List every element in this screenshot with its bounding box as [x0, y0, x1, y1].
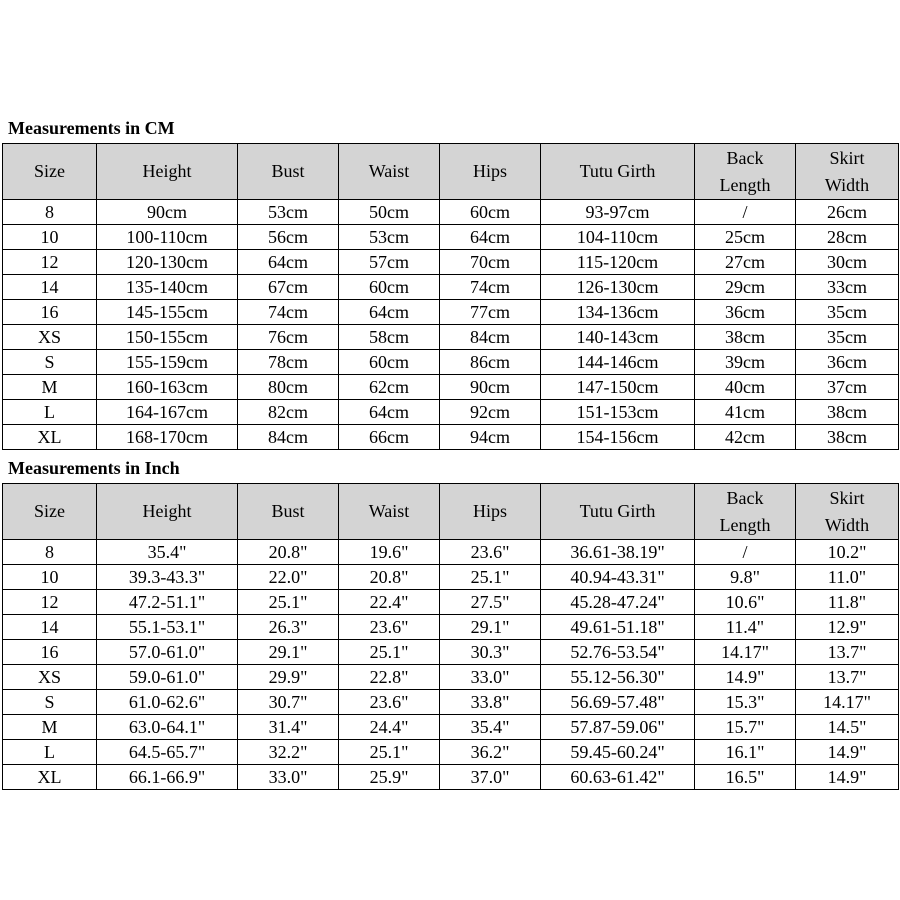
cm-table-cell: 37cm — [796, 375, 899, 400]
inch-table-cell: 16.5" — [695, 765, 796, 790]
cm-column-header: Bust — [238, 144, 339, 200]
cm-table-cell: 38cm — [796, 425, 899, 450]
inch-column-header: Height — [97, 484, 238, 540]
cm-table-cell: 90cm — [97, 200, 238, 225]
inch-table-cell: 20.8" — [238, 540, 339, 565]
cm-table-cell: 57cm — [339, 250, 440, 275]
inch-table-cell: 32.2" — [238, 740, 339, 765]
cm-table-row — [3, 375, 899, 400]
inch-table-cell: 10.2" — [796, 540, 899, 565]
cm-table-cell: 40cm — [695, 375, 796, 400]
inch-table-cell: 30.7" — [238, 690, 339, 715]
inch-table-row — [3, 765, 899, 790]
inch-table-row — [3, 740, 899, 765]
cm-table-cell: 56cm — [238, 225, 339, 250]
inch-table-cell: 25.1" — [238, 590, 339, 615]
inch-table-cell: 14.17" — [695, 640, 796, 665]
inch-table-cell: 59.0-61.0" — [97, 665, 238, 690]
cm-table-cell: 70cm — [440, 250, 541, 275]
cm-table-cell: 144-146cm — [541, 350, 695, 375]
inch-table-cell: 26.3" — [238, 615, 339, 640]
cm-table-cell: 26cm — [796, 200, 899, 225]
inch-table-cell: 23.6" — [339, 690, 440, 715]
cm-table-cell: 36cm — [695, 300, 796, 325]
inch-measurements-section — [2, 453, 898, 790]
inch-table-cell: 29.1" — [440, 615, 541, 640]
cm-table-cell: 64cm — [339, 400, 440, 425]
inch-table-cell: 11.8" — [796, 590, 899, 615]
inch-table-cell: 14.17" — [796, 690, 899, 715]
cm-table-cell: 33cm — [796, 275, 899, 300]
cm-table-cell: 82cm — [238, 400, 339, 425]
inch-table-cell: 16.1" — [695, 740, 796, 765]
cm-table-cell: 154-156cm — [541, 425, 695, 450]
inch-section-title: Measurements in Inch — [8, 458, 180, 478]
inch-table-cell: 24.4" — [339, 715, 440, 740]
cm-table-cell: 126-130cm — [541, 275, 695, 300]
inch-table-cell: 57.0-61.0" — [97, 640, 238, 665]
inch-table-cell: 29.1" — [238, 640, 339, 665]
inch-table-cell: 52.76-53.54" — [541, 640, 695, 665]
cm-table-row — [3, 350, 899, 375]
cm-table-cell: 53cm — [339, 225, 440, 250]
cm-table-cell: M — [3, 375, 97, 400]
inch-table-cell: / — [695, 540, 796, 565]
inch-table-cell: 37.0" — [440, 765, 541, 790]
cm-table-body — [3, 200, 899, 450]
cm-table-cell: 25cm — [695, 225, 796, 250]
cm-table-cell: 41cm — [695, 400, 796, 425]
inch-column-header: Skirt Width — [796, 484, 899, 540]
cm-table-cell: 93-97cm — [541, 200, 695, 225]
inch-table-row — [3, 640, 899, 665]
cm-table-cell: 60cm — [440, 200, 541, 225]
inch-table-row — [3, 715, 899, 740]
inch-table-cell: 30.3" — [440, 640, 541, 665]
cm-header-row — [3, 144, 899, 200]
inch-table-cell: 49.61-51.18" — [541, 615, 695, 640]
inch-table-cell: 10.6" — [695, 590, 796, 615]
cm-column-header: Back Length — [695, 144, 796, 200]
inch-column-header: Waist — [339, 484, 440, 540]
inch-table-cell: 13.7" — [796, 665, 899, 690]
cm-table-row — [3, 275, 899, 300]
inch-column-header: Bust — [238, 484, 339, 540]
cm-table-row — [3, 225, 899, 250]
inch-table-cell: 23.6" — [339, 615, 440, 640]
cm-table-row — [3, 200, 899, 225]
inch-table-row — [3, 665, 899, 690]
inch-table-cell: 22.4" — [339, 590, 440, 615]
inch-table-cell: 11.0" — [796, 565, 899, 590]
inch-table-cell: 63.0-64.1" — [97, 715, 238, 740]
inch-table-cell: 15.3" — [695, 690, 796, 715]
inch-table-cell: 22.8" — [339, 665, 440, 690]
inch-table-cell: 47.2-51.1" — [97, 590, 238, 615]
cm-table-cell: 36cm — [796, 350, 899, 375]
cm-table-cell: XL — [3, 425, 97, 450]
cm-table-cell: 30cm — [796, 250, 899, 275]
inch-table-cell: 20.8" — [339, 565, 440, 590]
inch-table-cell: 57.87-59.06" — [541, 715, 695, 740]
cm-table-cell: 145-155cm — [97, 300, 238, 325]
inch-table-cell: 64.5-65.7" — [97, 740, 238, 765]
cm-table-cell: 168-170cm — [97, 425, 238, 450]
inch-table-cell: 33.0" — [238, 765, 339, 790]
inch-table-cell: 33.8" — [440, 690, 541, 715]
cm-table-cell: 147-150cm — [541, 375, 695, 400]
inch-table-cell: 14.5" — [796, 715, 899, 740]
cm-table-row — [3, 425, 899, 450]
inch-table-cell: 9.8" — [695, 565, 796, 590]
inch-table-cell: 55.1-53.1" — [97, 615, 238, 640]
cm-table-cell: 64cm — [440, 225, 541, 250]
inch-table-row — [3, 615, 899, 640]
inch-table-cell: 12 — [3, 590, 97, 615]
inch-column-header: Hips — [440, 484, 541, 540]
inch-table-row — [3, 690, 899, 715]
cm-table-cell: 27cm — [695, 250, 796, 275]
cm-table-cell: 104-110cm — [541, 225, 695, 250]
cm-table-cell: 90cm — [440, 375, 541, 400]
inch-table-cell: 25.9" — [339, 765, 440, 790]
inch-table-cell: 23.6" — [440, 540, 541, 565]
cm-table-cell: 64cm — [339, 300, 440, 325]
cm-table-cell: 14 — [3, 275, 97, 300]
cm-table-cell: 84cm — [238, 425, 339, 450]
cm-column-header: Tutu Girth — [541, 144, 695, 200]
inch-table-cell: 16 — [3, 640, 97, 665]
cm-table-cell: 28cm — [796, 225, 899, 250]
cm-table-cell: 78cm — [238, 350, 339, 375]
inch-table-cell: 60.63-61.42" — [541, 765, 695, 790]
cm-table-cell: 150-155cm — [97, 325, 238, 350]
inch-table-cell: 40.94-43.31" — [541, 565, 695, 590]
inch-table-cell: 14.9" — [695, 665, 796, 690]
cm-table-cell: 58cm — [339, 325, 440, 350]
cm-table-cell: 66cm — [339, 425, 440, 450]
inch-table-cell: L — [3, 740, 97, 765]
cm-table-cell: 29cm — [695, 275, 796, 300]
cm-table-cell: 12 — [3, 250, 97, 275]
cm-table-cell: 64cm — [238, 250, 339, 275]
cm-table-cell: 77cm — [440, 300, 541, 325]
cm-table-cell: 60cm — [339, 275, 440, 300]
cm-table-cell: 140-143cm — [541, 325, 695, 350]
cm-table-cell: 115-120cm — [541, 250, 695, 275]
inch-table-cell: 36.61-38.19" — [541, 540, 695, 565]
cm-table-cell: 100-110cm — [97, 225, 238, 250]
inch-table-cell: 22.0" — [238, 565, 339, 590]
cm-table-cell: 74cm — [238, 300, 339, 325]
cm-table-cell: 39cm — [695, 350, 796, 375]
inch-table-cell: 15.7" — [695, 715, 796, 740]
inch-table-row — [3, 565, 899, 590]
cm-size-table — [2, 143, 899, 450]
inch-table-cell: 31.4" — [238, 715, 339, 740]
cm-column-header: Hips — [440, 144, 541, 200]
cm-table-row — [3, 250, 899, 275]
cm-table-cell: / — [695, 200, 796, 225]
inch-table-cell: 56.69-57.48" — [541, 690, 695, 715]
inch-header-row — [3, 484, 899, 540]
cm-column-header: Skirt Width — [796, 144, 899, 200]
inch-table-cell: M — [3, 715, 97, 740]
inch-table-cell: 29.9" — [238, 665, 339, 690]
inch-table-cell: 61.0-62.6" — [97, 690, 238, 715]
inch-table-row — [3, 540, 899, 565]
cm-table-cell: 8 — [3, 200, 97, 225]
inch-table-cell: 35.4" — [97, 540, 238, 565]
cm-table-cell: 38cm — [796, 400, 899, 425]
inch-size-table — [2, 483, 899, 790]
inch-table-cell: 66.1-66.9" — [97, 765, 238, 790]
cm-table-cell: 50cm — [339, 200, 440, 225]
cm-table-cell: 155-159cm — [97, 350, 238, 375]
inch-table-cell: XS — [3, 665, 97, 690]
cm-table-cell: 38cm — [695, 325, 796, 350]
inch-table-cell: 8 — [3, 540, 97, 565]
cm-column-header: Height — [97, 144, 238, 200]
cm-table-cell: 120-130cm — [97, 250, 238, 275]
cm-table-cell: XS — [3, 325, 97, 350]
inch-table-cell: 19.6" — [339, 540, 440, 565]
cm-table-cell: 151-153cm — [541, 400, 695, 425]
inch-table-cell: 12.9" — [796, 615, 899, 640]
cm-table-cell: 134-136cm — [541, 300, 695, 325]
cm-section-title: Measurements in CM — [8, 118, 175, 138]
inch-table-cell: 13.7" — [796, 640, 899, 665]
cm-table-cell: 60cm — [339, 350, 440, 375]
inch-table-cell: 14.9" — [796, 765, 899, 790]
cm-table-cell: 160-163cm — [97, 375, 238, 400]
inch-table-row — [3, 590, 899, 615]
inch-table-cell: 59.45-60.24" — [541, 740, 695, 765]
cm-table-cell: 80cm — [238, 375, 339, 400]
cm-table-cell: 35cm — [796, 325, 899, 350]
inch-table-cell: 39.3-43.3" — [97, 565, 238, 590]
cm-table-cell: S — [3, 350, 97, 375]
cm-table-cell: 164-167cm — [97, 400, 238, 425]
inch-table-cell: 55.12-56.30" — [541, 665, 695, 690]
cm-table-cell: 35cm — [796, 300, 899, 325]
inch-table-cell: 25.1" — [339, 740, 440, 765]
inch-table-cell: 35.4" — [440, 715, 541, 740]
cm-table-cell: 94cm — [440, 425, 541, 450]
cm-table-cell: 10 — [3, 225, 97, 250]
inch-table-cell: 27.5" — [440, 590, 541, 615]
inch-table-body — [3, 540, 899, 790]
cm-table-cell: 62cm — [339, 375, 440, 400]
cm-table-cell: 76cm — [238, 325, 339, 350]
cm-table-row — [3, 400, 899, 425]
cm-table-cell: 42cm — [695, 425, 796, 450]
inch-table-cell: 36.2" — [440, 740, 541, 765]
cm-table-cell: 74cm — [440, 275, 541, 300]
inch-table-cell: 45.28-47.24" — [541, 590, 695, 615]
cm-column-header: Size — [3, 144, 97, 200]
cm-column-header: Waist — [339, 144, 440, 200]
cm-table-cell: 92cm — [440, 400, 541, 425]
cm-table-cell: 16 — [3, 300, 97, 325]
inch-table-cell: 25.1" — [339, 640, 440, 665]
cm-table-cell: 86cm — [440, 350, 541, 375]
cm-table-cell: L — [3, 400, 97, 425]
inch-column-header: Size — [3, 484, 97, 540]
inch-table-cell: 25.1" — [440, 565, 541, 590]
cm-table-cell: 84cm — [440, 325, 541, 350]
inch-table-cell: S — [3, 690, 97, 715]
inch-table-cell: 14 — [3, 615, 97, 640]
inch-column-header: Tutu Girth — [541, 484, 695, 540]
inch-table-cell: 14.9" — [796, 740, 899, 765]
cm-table-cell: 135-140cm — [97, 275, 238, 300]
inch-table-cell: 11.4" — [695, 615, 796, 640]
inch-column-header: Back Length — [695, 484, 796, 540]
cm-measurements-section — [2, 113, 898, 450]
cm-table-row — [3, 300, 899, 325]
cm-table-cell: 67cm — [238, 275, 339, 300]
inch-table-cell: XL — [3, 765, 97, 790]
cm-table-cell: 53cm — [238, 200, 339, 225]
cm-table-row — [3, 325, 899, 350]
inch-table-cell: 10 — [3, 565, 97, 590]
inch-table-cell: 33.0" — [440, 665, 541, 690]
